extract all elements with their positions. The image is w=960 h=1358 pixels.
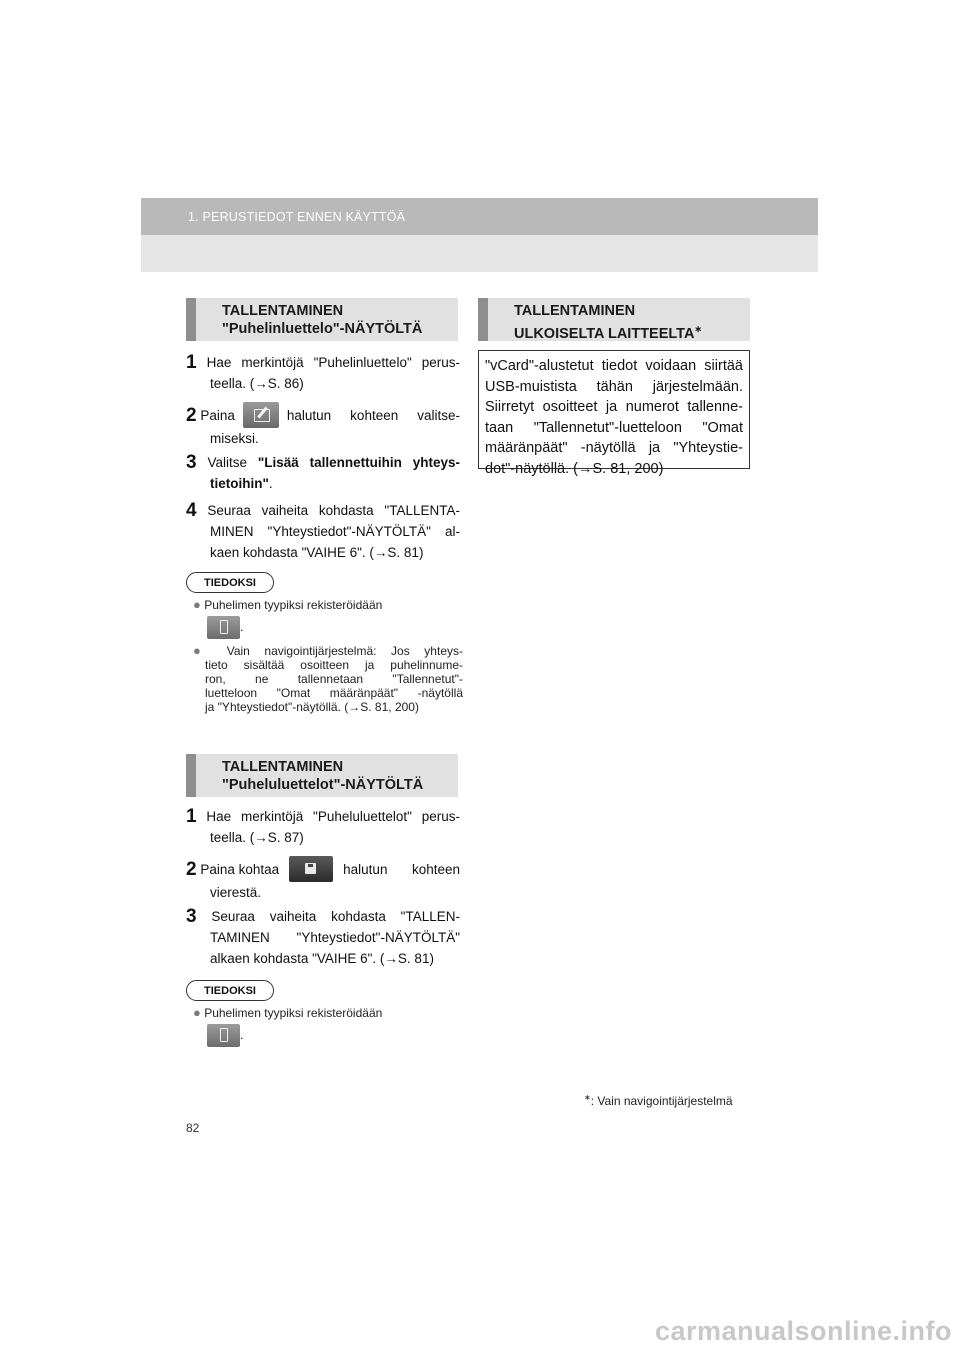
note-1: ● Puhelimen tyypiksi rekisteröidään . — [193, 1006, 463, 1047]
note-2: ● Vain navigointijärjestelmä: Jos yhteys- tieto sisältää osoitteen ja puhelinnume- ron, ne tallennetaan "Tallennetut"- luetteloon "Omat määränpäät" -näytöllä ja "Yhteystiedot"-näytöllä. (→S. 81, 200) — [193, 643, 463, 714]
info-box: "vCard"-alustetut tiedot voidaan siirtää USB-muistista tähän järjestelmään. Siirretyt osoitteet ja numerot tallenne- taan "Tallennetut"-luetteloon "Omat määränpäät" -näytöllä ja "Yhteystie- dot"-näytöllä. (→S. 81, 200) — [478, 350, 750, 469]
edit-icon — [243, 402, 279, 428]
section-title-calllog — [186, 754, 458, 797]
watermark-text: carmanualsonline.info — [654, 1316, 952, 1346]
section-title-phonebook — [186, 298, 458, 341]
footnote: ∗: Vain navigointijärjestelmä — [584, 1093, 733, 1108]
header-strip — [141, 198, 818, 235]
step-2: 2 Paina halutun kohteen valitse- miseksi. — [186, 402, 460, 449]
section-title-text: TALLENTAMINEN "Puhelinluettelo"-NÄYTÖLTÄ — [222, 303, 423, 337]
page-number: 82 — [186, 1121, 200, 1135]
step-3: 3 Seuraa vaiheita kohdasta "TALLEN- TAMINEN "Yhteystiedot"-NÄYTÖLTÄ" alkaen kohdasta "VAIHE 6". (→S. 81) — [186, 906, 460, 966]
step-1: 1 Hae merkintöjä "Puhelinluettelo" perus- teella. (→S. 86) — [186, 352, 460, 391]
step-2: 2 Paina kohtaa halutun kohteen vierestä. — [186, 856, 460, 903]
section-title-bar — [186, 298, 196, 341]
tiedoksi-label: TIEDOKSI — [186, 572, 274, 593]
step-3: 3 Valitse "Lisää tallennettuihin yhteys- tietoihin". — [186, 452, 460, 491]
section-title-text: TALLENTAMINEN "Puheluluettelot"-NÄYTÖLTÄ — [222, 759, 424, 793]
section-title-external-device — [478, 298, 750, 341]
section-title-bar — [186, 754, 196, 797]
step-1: 1 Hae merkintöjä "Puheluluettelot" perus- teella. (→S. 87) — [186, 806, 460, 845]
page-header — [141, 198, 818, 272]
chapter-title: 1. PERUSTIEDOT ENNEN KÄYTTÖÄ — [188, 210, 406, 224]
note-1: ● Puhelimen tyypiksi rekisteröidään . — [193, 598, 463, 639]
step-4: 4 Seuraa vaiheita kohdasta "TALLENTA- MINEN "Yhteystiedot"-NÄYTÖLTÄ" al- kaen kohdasta "VAIHE 6". (→S. 81) — [186, 500, 460, 560]
phone-icon — [207, 616, 240, 639]
save-icon — [289, 856, 333, 882]
tiedoksi-label: TIEDOKSI — [186, 980, 274, 1001]
watermark — [0, 1300, 960, 1358]
phone-icon — [207, 1024, 240, 1047]
section-title-bar — [478, 298, 488, 341]
section-title-text: TALLENTAMINEN ULKOISELTA LAITTEELTA∗ — [514, 303, 702, 342]
